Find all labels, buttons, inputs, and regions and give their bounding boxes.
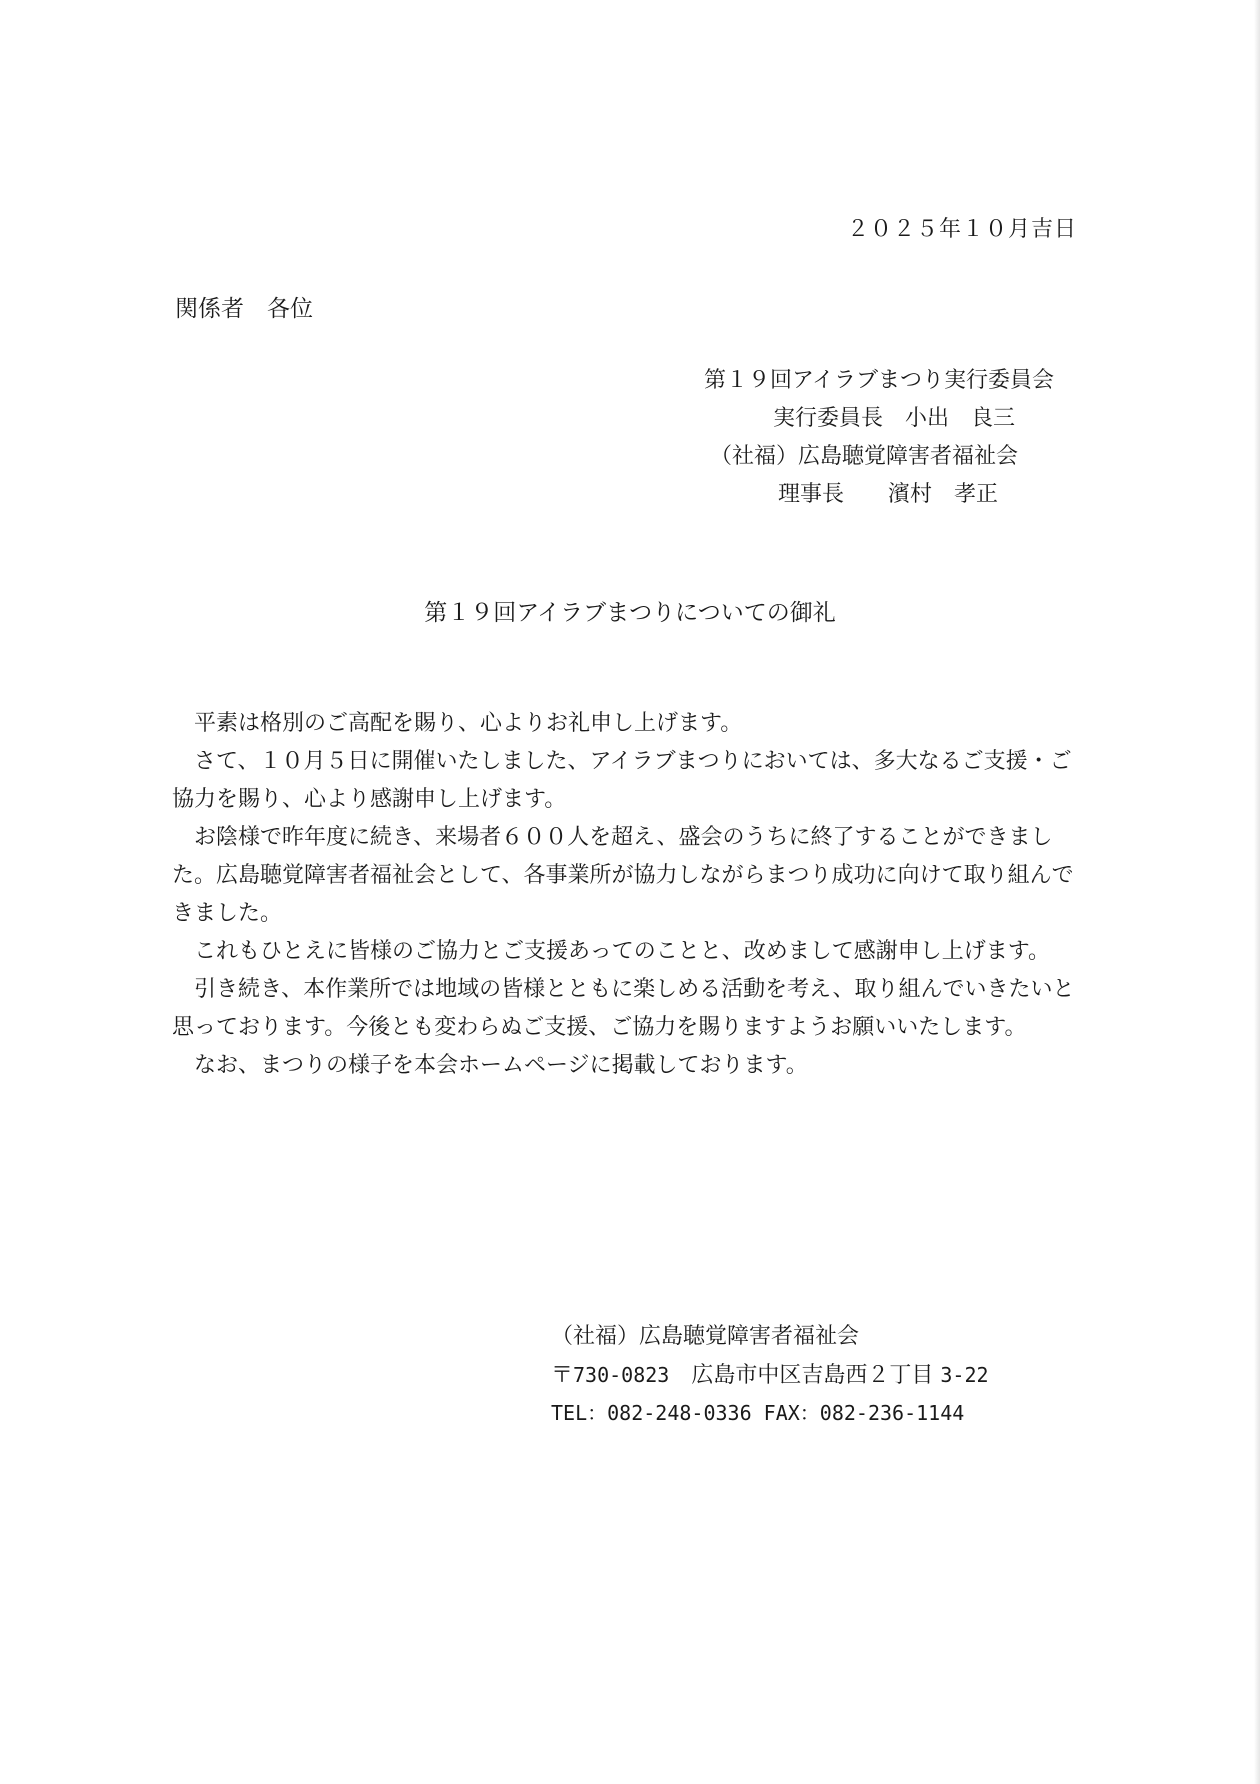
tel-number: 082-248-0336 [607,1401,752,1425]
fax-label: FAX： [763,1401,820,1425]
footer-phone [551,1394,1071,1432]
paragraph-result: お陰様で昨年度に続き、来場者６００人を超え、盛会のうちに終了することができました。広島聴覚障害者福祉会として、各事業所が協力しながらまつり成功に向けて取り組んできました。 [172,825,1074,926]
issue-date: ２０２５年１０月吉日 [846,217,1077,242]
paragraph-homepage: なお、まつりの様子を本会ホームページに掲載しております。 [194,1053,808,1078]
address-number: 3-22 [940,1363,989,1387]
footer-org: （社福）広島聴覚障害者福祉会 [551,1324,860,1349]
addressee: 関係者 各位 [175,296,313,322]
sender-organization: （社福）広島聴覚障害者福祉会 [710,444,1019,469]
footer-contact [551,1318,1071,1432]
paragraph-thanks: さて、１０月５日に開催いたしました、アイラブまつりにおいては、多大なるご支援・ご協力を賜り、心より感謝申し上げます。 [172,749,1072,812]
paragraph-future: 引き続き、本作業所では地域の皆様とともに楽しめる活動を考え、取り組んでいきたいと思っております。今後とも変わらぬご支援、ご協力を賜りますようお願いいたします。 [172,977,1075,1040]
address-text: 広島市中区吉島西２丁目 [691,1363,934,1388]
letter-body [172,705,1092,1085]
sender-chairman: 理事長 濱村 孝正 [778,482,999,507]
footer-address [551,1356,1071,1394]
sender-committee-chair: 実行委員長 小出 良三 [773,406,1016,431]
postal-code: 730-0823 [573,1363,670,1387]
sender-committee: 第１９回アイラブまつり実行委員会 [704,368,1055,393]
paragraph-greeting: 平素は格別のご高配を賜り、心よりお礼申し上げます。 [194,711,743,736]
document-title: 第１９回アイラブまつりについての御礼 [424,600,836,626]
paragraph-gratitude: これもひとえに皆様のご協力とご支援あってのことと、改めまして感謝申し上げます。 [194,939,1051,964]
fax-number: 082-236-1144 [819,1401,965,1425]
page-edge [1254,0,1260,1784]
sender-block [700,362,1100,514]
postal-mark: 〒 [551,1363,574,1388]
tel-label: TEL： [551,1401,608,1425]
